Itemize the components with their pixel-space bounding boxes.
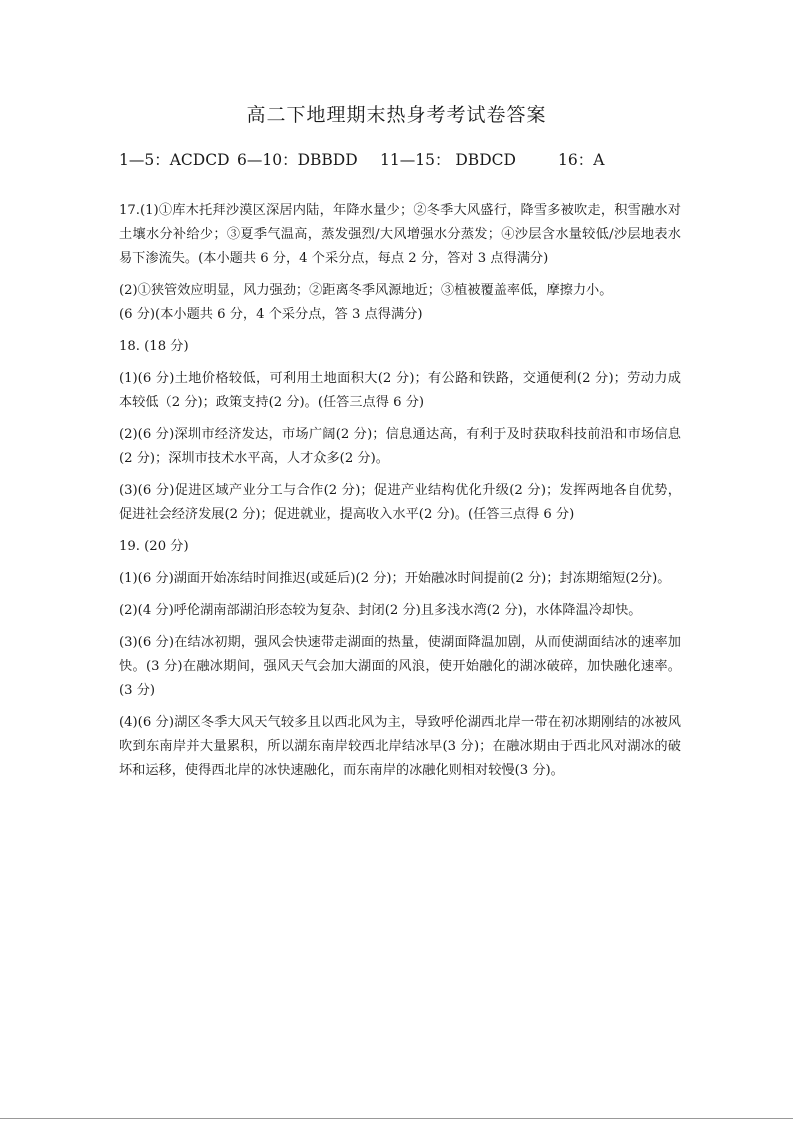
multiple-choice-answers — [119, 148, 739, 170]
page-title: 高二下地理期末热身考考试卷答案 — [246, 104, 547, 126]
q18-part2: (2)(6 分)深圳市经济发达，市场广阔(2 分)；信息通达高，有利于及时获取科技前沿和市场信息(2 分)；深圳市技术水平高，人才众多(2 分)。 — [119, 427, 681, 466]
mc-group-16: 16：A — [558, 151, 605, 169]
answer-body — [119, 199, 681, 791]
q17-part2-line2: (6 分)(本小题共 6 分，4 个采分点，答 3 点得满分) — [119, 307, 423, 322]
page-bottom-divider — [0, 1118, 793, 1119]
q18-part1: (1)(6 分)土地价格较低，可利用土地面积大(2 分)；有公路和铁路，交通便利(2 分)；劳动力成本较低（2 分)；政策支持(2 分)。(任答三点得 6 分) — [119, 371, 681, 410]
q19-part1: (1)(6 分)湖面开始冻结时间推迟(或延后)(2 分)；开始融冰时间提前(2 分)；封冻期缩短(2分)。 — [119, 571, 671, 586]
q19-part2: (2)(4 分)呼伦湖南部湖泊形态较为复杂、封闭(2 分)且多浅水湾(2 分)，水体降温冷却快。 — [119, 603, 642, 618]
q19-part3: (3)(6 分)在结冰初期，强风会快速带走湖面的热量，使湖面降温加剧，从而使湖面结冰的速率加快。(3 分)在融冰期间，强风天气会加大湖面的风浪，使开始融化的湖冰破碎，加快融化速率。(3 分) — [119, 635, 681, 698]
q17-part2-line1: (2)①狭管效应明显，风力强劲；②距离冬季风源地近；③植被覆盖率低，摩擦力小。 — [119, 283, 613, 298]
mc-group-1-5: 1—5：ACDCD — [119, 151, 230, 169]
q19-heading: 19. (20 分) — [119, 539, 189, 554]
q18-part3: (3)(6 分)促进区域产业分工与合作(2 分)；促进产业结构优化升级(2 分)；发挥两地各自优势，促进社会经济发展(2 分)；促进就业，提高收入水平(2 分)。(任答三点得 6 分) — [119, 483, 681, 522]
q17-part1: 17.(1)①库木托拜沙漠区深居内陆，年降水量少；②冬季大风盛行，降雪多被吹走，积雪融水对土壤水分补给少；③夏季气温高，蒸发强烈/大风增强水分蒸发；④沙层含水量较低/沙层地表水易下渗流失。(本小题共 6 分，4 个采分点，每点 2 分，答对 3 点得满分) — [119, 203, 681, 266]
mc-group-6-10: 6—10：DBBDD — [237, 151, 358, 169]
q19-part4: (4)(6 分)湖区冬季大风天气较多且以西北风为主，导致呼伦湖西北岸一带在初冰期刚结的冰被风吹到东南岸并大量累积，所以湖东南岸较西北岸结冰早(3 分)；在融冰期由于西北风对湖冰的破坏和运移，使得西北岸的冰快速融化，而东南岸的冰融化则相对较慢(3 分)。 — [119, 715, 681, 778]
mc-group-11-15: 11—15： DBDCD — [380, 151, 516, 169]
q18-heading: 18. (18 分) — [119, 339, 189, 354]
